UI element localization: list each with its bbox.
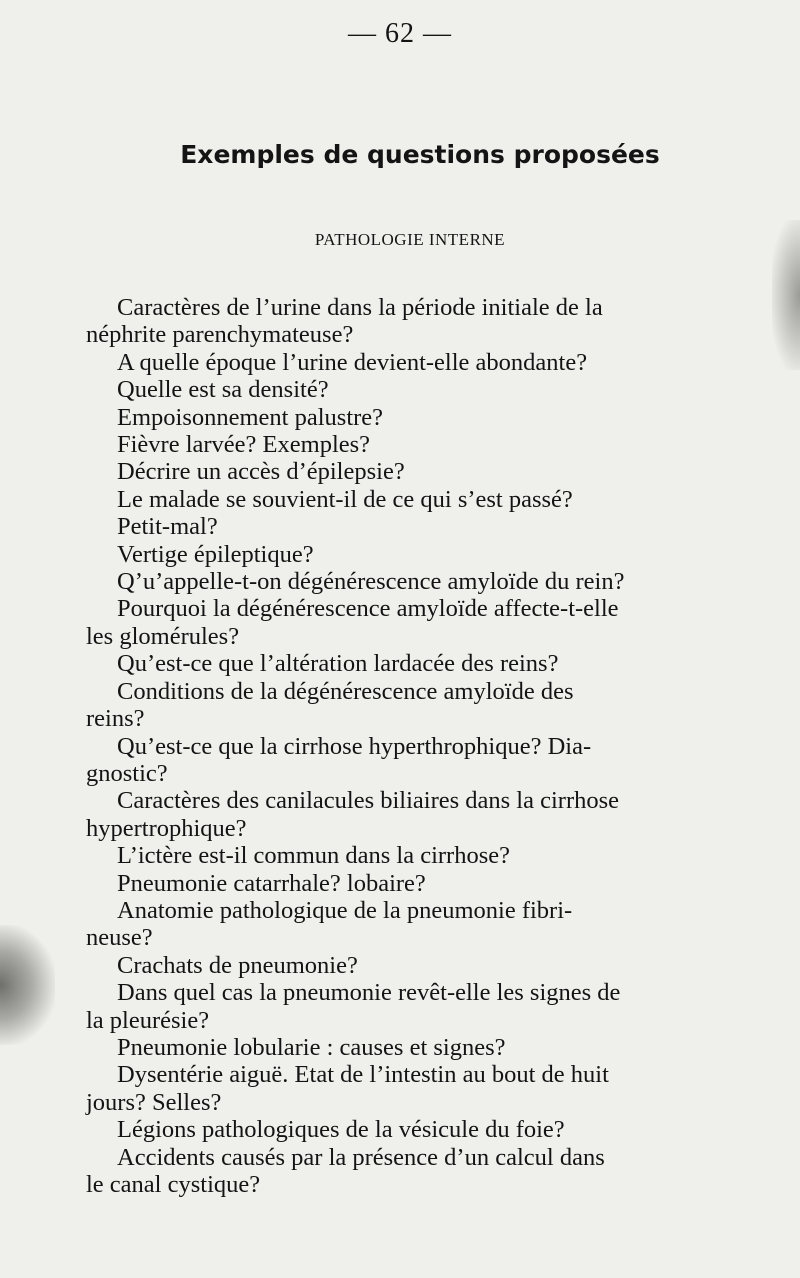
text-line: Dysentérie aiguë. Etat de l’intestin au bout de huit [117,1061,609,1089]
text-line: Vertige épileptique? [117,540,314,568]
text-line: Qu’est-ce que la cirrhose hyperthrophique? Dia- [117,732,592,760]
question-list [86,294,756,1198]
text-line: néphrite parenchymateuse? [86,321,354,349]
text-line: Le malade se souvient-il de ce qui s’est passé? [117,485,573,513]
text-line: Pneumonie lobularie : causes et signes? [117,1033,506,1061]
text-line: Crachats de pneumonie? [117,951,358,979]
text-line: Fièvre larvée? Exemples? [117,431,371,459]
text-line: L’ictère est-il commun dans la cirrhose? [117,842,510,870]
text-line: A quelle époque l’urine devient-elle abondante? [117,348,588,376]
text-line: neuse? [86,924,153,952]
text-line: Empoisonnement palustre? [117,403,384,431]
page-title: Exemples de questions proposées [180,140,660,169]
text-line: Petit-mal? [117,513,218,541]
text-line: Légions pathologiques de la vésicule du foie? [117,1116,565,1144]
text-line: Pourquoi la dégénérescence amyloïde affecte-t-elle [117,595,619,623]
text-line: Anatomie pathologique de la pneumonie fibri- [117,896,573,924]
text-line: Conditions de la dégénérescence amyloïde des [117,677,574,705]
text-line: jours? Selles? [86,1088,222,1116]
text-line: Q’u’appelle-t-on dégénérescence amyloïde du rein? [117,568,625,596]
page-number: — 62 — [348,18,452,49]
text-line: la pleurésie? [86,1006,210,1034]
text-line: Qu’est-ce que l’altération lardacée des reins? [117,650,559,678]
paper-stain [0,925,55,1045]
text-line: Pneumonie catarrhale? lobaire? [117,869,426,897]
text-line: les glomérules? [86,622,240,650]
text-line: Quelle est sa densité? [117,376,329,404]
text-line: hypertrophique? [86,814,247,842]
text-line: Décrire un accès d’épilepsie? [117,458,405,486]
text-line: Caractères de l’urine dans la période initiale de la [117,294,603,321]
text-line: Dans quel cas la pneumonie revêt-elle les signes de [117,979,621,1007]
text-line: Accidents causés par la présence d’un calcul dans [117,1143,605,1171]
text-line: reins? [86,705,145,733]
section-heading: PATHOLOGIE INTERNE [314,230,506,249]
text-line: gnostic? [86,759,168,787]
text-line: Caractères des canilacules biliaires dans la cirrhose [117,787,620,815]
text-line: le canal cystique? [86,1171,261,1198]
